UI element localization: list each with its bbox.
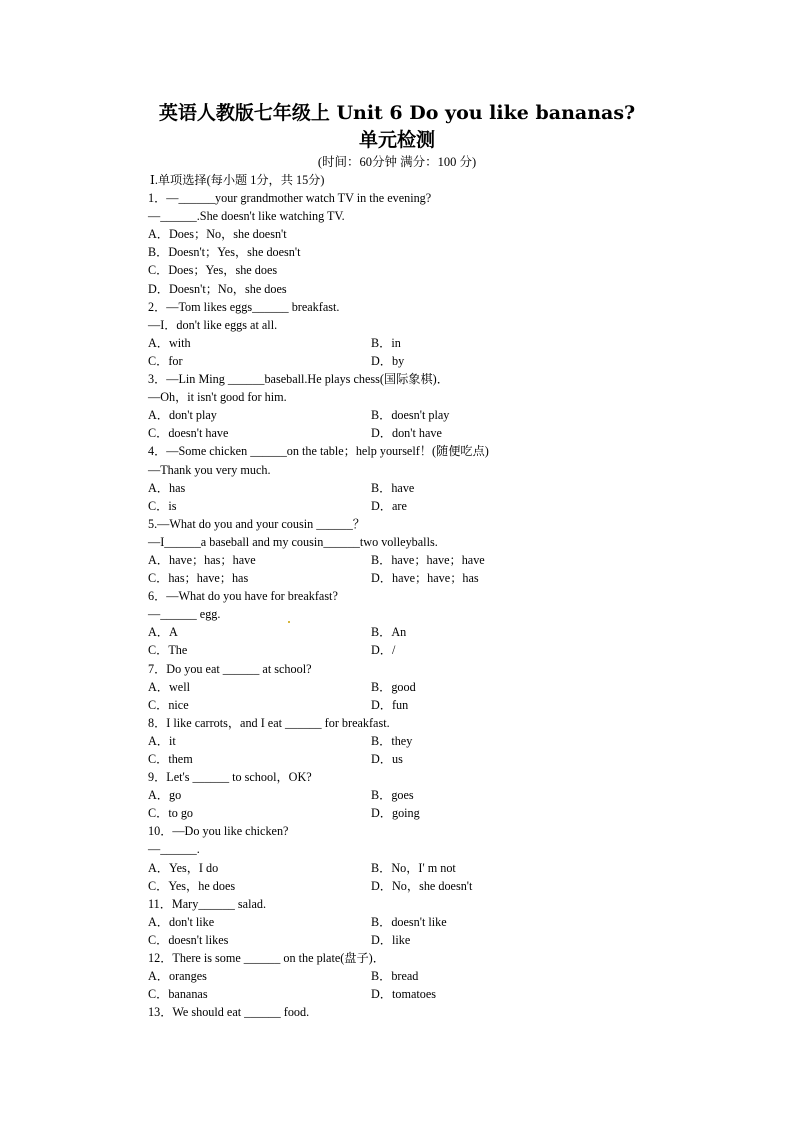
option-row <box>148 913 668 931</box>
option: A．A <box>148 625 178 640</box>
question-stem: 10．—Do you like chicken? <box>148 824 289 839</box>
option: C．to go <box>148 806 194 821</box>
option: A．Does；No，she doesn't <box>148 227 287 242</box>
question-stem: 12．There is some ______ on the plate(盘子)． <box>148 951 385 966</box>
option-row <box>148 406 668 424</box>
option: A．with <box>148 335 191 350</box>
option-row <box>148 786 668 804</box>
option: B．doesn't like <box>371 914 447 929</box>
option-row <box>148 931 668 949</box>
option: A．oranges <box>148 969 207 984</box>
option-row <box>148 732 668 750</box>
option: B．bread <box>371 969 419 984</box>
option: C．The <box>148 643 188 658</box>
option: D．going <box>371 806 420 821</box>
option: C．nice <box>148 697 189 712</box>
option: C．has；have；has <box>148 571 249 586</box>
option: D．by <box>371 353 405 368</box>
option: A．don't play <box>148 408 217 423</box>
option-row <box>148 804 668 822</box>
option: A．it <box>148 733 176 748</box>
option-row <box>148 551 668 569</box>
option: B．doesn't play <box>371 408 450 423</box>
option: B．good <box>371 679 416 694</box>
option-row <box>148 967 668 985</box>
option: B．have；have；have <box>371 552 485 567</box>
question-stem: 4．—Some chicken ______on the table；help yourself！(随便吃点) <box>148 444 489 459</box>
question-stem: 1．—______your grandmother watch TV in the evening? <box>148 191 432 206</box>
question-response: —I______a baseball and my cousin______two volleyballs. <box>148 534 438 549</box>
option-row <box>148 985 668 1003</box>
question-response: —______. <box>148 842 200 857</box>
document-title: 英语人教版七年级上 Unit 6 Do you like bananas? <box>158 102 636 124</box>
option-row <box>148 623 668 641</box>
option: D．No，she doesn't <box>371 878 473 893</box>
question-stem: 5.—What do you and your cousin ______？ <box>148 516 365 531</box>
option: D．are <box>371 498 407 513</box>
question-response: —I．don't like eggs at all. <box>148 317 278 332</box>
option: C．Does；Yes，she does <box>148 263 278 278</box>
document-subtitle: 单元检测 <box>358 129 435 151</box>
option: C．Yes，he does <box>148 878 236 893</box>
option-row <box>148 877 668 895</box>
option-row <box>148 859 668 877</box>
option-row <box>148 352 668 370</box>
question-stem: 8．I like carrots，and I eat ______ for breakfast. <box>148 715 390 730</box>
option-row <box>148 424 668 442</box>
option-row <box>148 334 668 352</box>
option: A．has <box>148 480 186 495</box>
option-row <box>148 569 668 587</box>
option-row <box>148 641 668 659</box>
option: C．for <box>148 353 183 368</box>
option: B．in <box>371 335 401 350</box>
question-stem: 9．Let's ______ to school，OK? <box>148 770 312 785</box>
question-list <box>148 171 668 1021</box>
option: B．they <box>371 733 413 748</box>
option: D．don't have <box>371 426 442 441</box>
section-heading: Ⅰ.单项选择(每小题 1分，共 15分) <box>150 173 325 187</box>
option: D．have；have；has <box>371 571 479 586</box>
option: B．An <box>371 625 407 640</box>
option: B．No，I' m not <box>371 860 456 875</box>
question-response: —______ egg. <box>148 607 221 622</box>
option: A．well <box>148 679 190 694</box>
option: C．is <box>148 498 177 513</box>
option-row <box>148 479 668 497</box>
option: D．like <box>371 932 411 947</box>
option: A．don't like <box>148 914 215 929</box>
option: D．/ <box>371 643 396 658</box>
option: D．us <box>371 752 403 766</box>
option: A．go <box>148 788 182 803</box>
option: D．Doesn't；No，she does <box>148 281 287 296</box>
stray-dot-mark <box>288 621 290 623</box>
option: B．goes <box>371 788 414 803</box>
option: B．Doesn't；Yes，she doesn't <box>148 245 301 260</box>
option: A．Yes，I do <box>148 860 219 875</box>
question-stem: 6．—What do you have for breakfast? <box>148 589 338 604</box>
option: D．fun <box>371 697 409 712</box>
option: C．doesn't likes <box>148 932 229 947</box>
exam-info: (时间：60分钟 满分：100 分) <box>317 155 477 169</box>
option-row <box>148 750 668 768</box>
question-response: —Thank you very much. <box>148 462 271 477</box>
option: A．have；has；have <box>148 552 256 567</box>
question-stem: 13．We should eat ______ food. <box>148 1005 310 1020</box>
option-row <box>148 678 668 696</box>
option: C．bananas <box>148 987 208 1002</box>
question-stem: 7．Do you eat ______ at school? <box>148 661 312 676</box>
option-row <box>148 696 668 714</box>
option-row <box>148 497 668 515</box>
question-stem: 11．Mary______ salad. <box>148 896 267 911</box>
option: C．them <box>148 752 193 766</box>
question-response: —Oh，it isn't good for him. <box>148 390 287 405</box>
question-stem: 2．—Tom likes eggs______ breakfast. <box>148 299 340 314</box>
option: B．have <box>371 480 415 495</box>
option: C．doesn't have <box>148 426 229 441</box>
question-stem: 3．—Lin Ming ______baseball.He plays chess(国际象棋)． <box>148 372 449 387</box>
option: D．tomatoes <box>371 987 436 1002</box>
question-response: —______.She doesn't like watching TV. <box>148 209 345 224</box>
